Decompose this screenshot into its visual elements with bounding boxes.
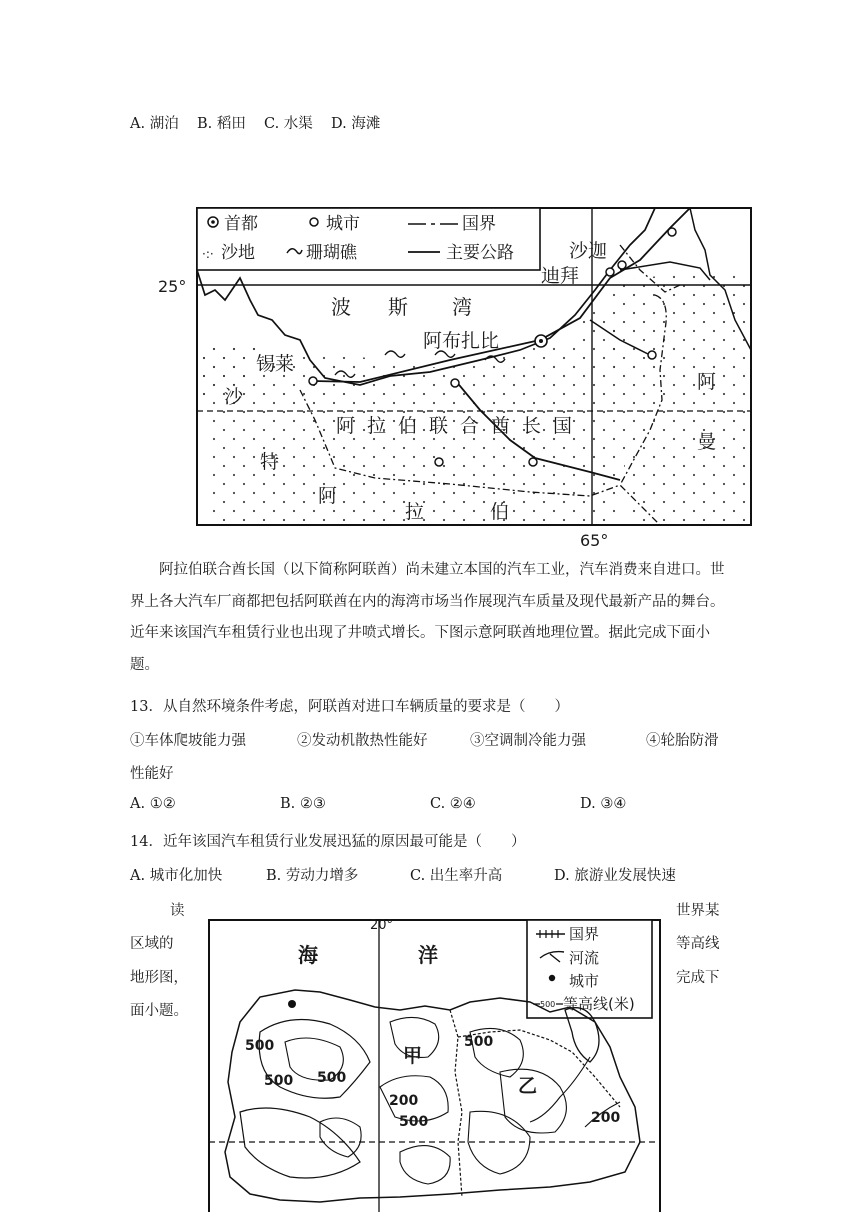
contour-label: 500: [264, 1073, 294, 1089]
contour-map: [200, 912, 670, 1212]
sharjah-label: 沙迦: [569, 240, 608, 262]
saudi-label: 伯: [490, 501, 510, 523]
gulf-label: 波: [331, 295, 351, 319]
q12-option-b: B. 稻田: [197, 116, 246, 132]
q14-option-a: A. 城市化加快: [130, 868, 223, 884]
contour-label: 500: [399, 1114, 429, 1130]
legend-sand: 沙地: [221, 243, 255, 263]
uae-label: 合: [460, 415, 480, 437]
saudi-label: 特: [260, 451, 280, 473]
uae-label: 酋: [491, 415, 511, 437]
q13-option-a: A. ①②: [130, 796, 176, 812]
city-dot: [288, 1000, 296, 1008]
contour-label: 200: [389, 1093, 419, 1109]
uae-label: 伯: [398, 415, 418, 437]
uae-label: 长: [522, 415, 542, 437]
legend-reef: 珊瑚礁: [306, 243, 357, 263]
lat-label: 25°: [158, 277, 187, 296]
xilai-label: 锡莱: [256, 353, 295, 375]
jia-label: 甲: [403, 1045, 423, 1067]
contour-label: 200: [591, 1110, 621, 1126]
q12-option-a: A. 湖泊: [130, 116, 179, 132]
legend2-river: 河流: [569, 949, 600, 967]
uae-map: [150, 200, 760, 550]
city-marker: [529, 458, 537, 466]
legend2-border: 国界: [569, 925, 600, 943]
q13-item: ①车体爬坡能力强: [130, 733, 246, 749]
uae-label: 联: [429, 415, 449, 437]
q14-option-c: C. 出生率升高: [410, 868, 503, 884]
legend-border: 国界: [462, 214, 496, 234]
svg-text:·:·: ·:·: [202, 247, 214, 261]
city-marker: [648, 351, 656, 359]
q14-option-d: D. 旅游业发展快速: [554, 868, 676, 884]
sea-label: 洋: [418, 943, 438, 967]
legend2-contour-sample: 500: [540, 1000, 556, 1009]
q13-item: ④轮胎防滑: [646, 733, 719, 749]
contour-label: 500: [245, 1038, 275, 1054]
contour-label: 500: [464, 1034, 494, 1050]
saudi-label: 沙: [224, 386, 244, 408]
legend-capital: 首都: [224, 214, 258, 234]
oman-label: 阿: [697, 371, 717, 393]
q13-option-c: C. ②④: [430, 796, 476, 812]
abudhabi-label: 阿布扎比: [423, 330, 500, 352]
contour-label: 500: [317, 1070, 347, 1086]
saudi-label: 阿: [318, 485, 338, 507]
q14-stem: 14．近年该国汽车租赁行业发展迅猛的原因最可能是（ ）: [130, 834, 526, 850]
intro-paragraph: 阿拉伯联合酋长国（以下简称阿联酋）尚未建立本国的汽车工业，汽车消费来自进口。世界上各大汽车厂商都把包括阿联酋在内的海湾市场当作展现汽车质量及现代最新产品的舞台。近年来该国汽车租赁行业也出现了井喷式增长。下图示意阿联酋地理位置。据此完成下面小题。: [130, 562, 725, 673]
uae-label: 阿: [336, 415, 356, 437]
legend-road: 主要公路: [446, 243, 514, 263]
q12-option-d: D. 海滩: [331, 116, 381, 132]
gulf-label: 湾: [452, 295, 472, 319]
read-text-right: 世界某: [676, 903, 720, 919]
oman-label: 曼: [697, 431, 717, 453]
read-text-left: 区域的: [130, 936, 174, 952]
city-marker: [618, 261, 626, 269]
q13-item: ②发动机散热性能好: [297, 733, 428, 749]
read-text-left: 地形图，: [130, 970, 188, 986]
legend-city: 城市: [326, 214, 360, 234]
saudi-label: 拉: [405, 501, 425, 523]
read-text-left: 读: [170, 903, 185, 919]
q13-item-wrap: 性能好: [130, 766, 174, 782]
uae-label: 拉: [367, 415, 387, 437]
sea-label: 海: [298, 943, 318, 967]
dubai-label: 迪拜: [541, 265, 580, 287]
q14-option-b: B. 劳动力增多: [266, 868, 359, 884]
read-text-right: 等高线: [676, 936, 720, 952]
read-text-left: 面小题。: [130, 1003, 188, 1019]
yi-label: 乙: [518, 1075, 538, 1097]
q13-stem: 13．从自然环境条件考虑，阿联酋对进口车辆质量的要求是（ ）: [130, 699, 569, 715]
city-marker: [451, 379, 459, 387]
q13-item: ③空调制冷能力强: [470, 733, 586, 749]
q12-option-c: C. 水渠: [264, 116, 313, 132]
read-text-right: 完成下: [676, 970, 720, 986]
legend2-contour: 等高线(米): [563, 995, 635, 1013]
lon-label-20: 20°: [370, 918, 394, 933]
gulf-label: 斯: [388, 295, 408, 319]
q13-option-d: D. ③④: [580, 796, 627, 812]
legend2-city: 城市: [569, 972, 600, 990]
city-marker: [668, 228, 676, 236]
city-marker: [309, 377, 317, 385]
uae-label: 国: [553, 415, 573, 437]
city-marker: [606, 268, 614, 276]
lon-label: 65°: [580, 531, 609, 550]
q13-option-b: B. ②③: [280, 796, 326, 812]
city-marker: [435, 458, 443, 466]
